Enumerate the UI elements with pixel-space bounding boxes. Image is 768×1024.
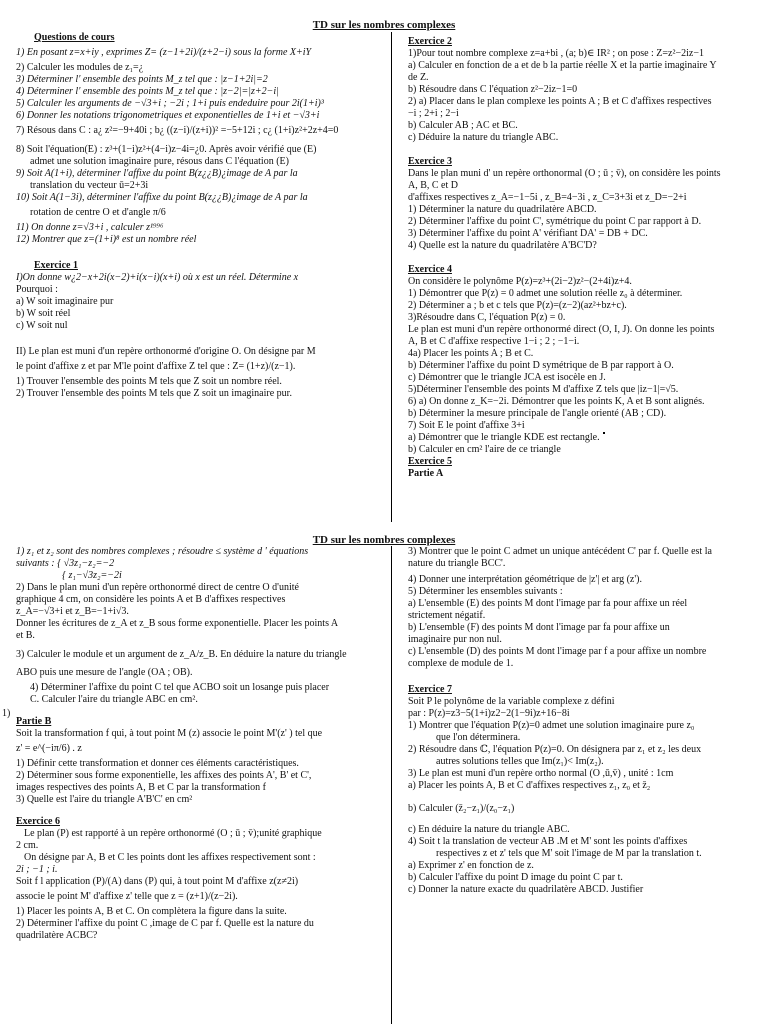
ex2-line: 2) a) Placer dans le plan complexe les points A ; B et C d'affixes respectives <box>408 96 712 107</box>
ex4-line: A, B et C d'affixe respective 1−i ; 2 ; −1−i. <box>408 336 580 347</box>
ex1-line: b) W soit réel <box>16 308 71 319</box>
ex4-line: b) Déterminer l'affixe du point D symétrique de B par rapport à O. <box>408 360 674 371</box>
ex4-line: c) Démontrer que le triangle JCA est isocèle en J. <box>408 372 606 383</box>
exercice-1-heading: Exercice 1 <box>34 260 78 271</box>
ex1-line: I)On donne w¿2−x+2i(x−2)+i(x−i)(x+i) où x est un réel. Détermine x <box>16 272 299 283</box>
cours-q9-cont: translation du vecteur ū=2+3i <box>30 180 149 191</box>
cours-q8: 8) Soit l'équation(E) : z³+(1−i)z²+(4−i)z−4i=¿0. Après avoir vérifié que (E) <box>16 144 317 155</box>
ex2-line: −i ; 2+i ; 2−i <box>408 108 459 119</box>
ex7-line: autres solutions telles que Im(z₁)< Im(z₂). <box>436 756 604 767</box>
q5-right-line: b) L'ensemble (F) des points M dont l'image par fa pour affixe un <box>408 622 670 633</box>
left-column <box>16 546 386 1024</box>
ex6-line: Le plan (P) est rapporté à un repère orthonormé (O ; ū ; v̄);unité graphique <box>24 828 322 839</box>
ex7-line: par : P(z)=z3−5(1+i)z2−2(1−9i)z+16−8i <box>408 708 570 719</box>
ex6-line: On désigne par A, B et C les points dont les affixes respectivement sont : <box>24 852 316 863</box>
q5-right-line: strictement négatif. <box>408 610 486 621</box>
ex1-II-line: le point d'affixe z et par M'le point d'affixe Z tel que : Z= (1+z)/(z−1). <box>16 361 296 372</box>
ex3-line: 1) Déterminer la nature du quadrilatère ABCD. <box>408 204 597 215</box>
right-column <box>408 36 758 526</box>
exercice-3-heading: Exercice 3 <box>408 156 452 167</box>
q1-line: 1) z₁ et z₂ sont des nombres complexes ; résoudre ≤ système d ' équations <box>16 546 309 557</box>
cours-q8-cont: admet une solution imaginaire pure, résous dans C l'équation (E) <box>30 156 289 167</box>
q3-right-line: 3) Montrer que le point C admet un unique antécédent C' par f. Quelle est la <box>408 546 712 557</box>
column-divider <box>391 32 392 522</box>
q4-line: 4) Déterminer l'affixe du point C tel que ACBO soit un losange puis placer <box>30 682 330 693</box>
cours-q4: 4) Déterminer l' ensemble des points M_z tel que : |z−2|=|z+2−i| <box>16 86 279 97</box>
ex3-line: A, B, C et D <box>408 180 458 191</box>
ex7-line: c) En déduire la nature du triangle ABC. <box>408 824 570 835</box>
ex6-line: 2) Déterminer l'affixe du point C ,image de C par f. Quelle est la nature du <box>16 918 314 929</box>
ex1-II-line: 1) Trouver l'ensemble des points M tels que Z soit un nombre réel. <box>16 376 282 387</box>
cours-q10-cont: rotation de centre O et d'angle π/6 <box>30 207 166 218</box>
ex6-line: 1) Placer les points A, B et C. On complètera la figure dans la suite. <box>16 906 287 917</box>
ex4-line: On considère le polynôme P(z)=z³+(2i−2)z²−(2+4i)z+4. <box>408 276 632 287</box>
ex3-line: 4) Quelle est la nature du quadrilatère A'BC'D? <box>408 240 597 251</box>
ex6-line: 2 cm. <box>16 840 39 851</box>
ex4-line: 6) a) On donne z_K=−2i. Démontrer que les points K, A et B sont alignés. <box>408 396 705 407</box>
page-title: TD sur les nombres complexes <box>312 19 456 31</box>
stray-dot <box>603 432 605 434</box>
ex7-line: que l'on déterminera. <box>436 732 521 743</box>
q2-line: et B. <box>16 630 35 641</box>
cours-heading: Questions de cours <box>34 32 115 43</box>
q1-system-line: { z₁−√3z₂=−2i <box>62 570 122 581</box>
q5-right-line: c) L'ensemble (D) des points M dont l'image par f a pour affixe un nombre <box>408 646 707 657</box>
right-column <box>408 546 758 1024</box>
q4-line: C. Calculer l'aire du triangle ABC en cm². <box>30 694 198 705</box>
left-column <box>16 32 386 512</box>
ex4-line: 7) Soit E le point d'affixe 3+i <box>408 420 525 431</box>
cours-q12: 12) Montrer que z=(1+i)⁸ est un nombre réel <box>16 234 197 245</box>
q2-line: z_A=−√3+i et z_B=−1+i√3. <box>16 606 129 617</box>
partB-line: 3) Quelle est l'aire du triangle A'B'C' en cm² <box>16 794 193 805</box>
ex3-line: 3) Déterminer l'affixe du point A' vérifiant DA' = DB + DC. <box>408 228 648 239</box>
partB-line: 1) Définir cette transformation et donner ces éléments caractéristiques. <box>16 758 299 769</box>
ex1-line: Pourquoi : <box>16 284 58 295</box>
q2-line: Donner les écritures de z_A et z_B sous forme exponentielle. Placer les points A <box>16 618 339 629</box>
q3-line: 3) Calculer le module et un argument de z_A/z_B. En déduire la nature du triangle <box>16 649 347 660</box>
ex7-line: b) Calculer l'affixe du point D image du point C par t. <box>408 872 623 883</box>
cours-q2: 2) Calculer les modules de z₁=¿ <box>16 62 144 73</box>
side-number: 1) <box>2 708 11 719</box>
ex6-line: associe le point M' d'affixe z' telle que z = (z+1)/(z−2i). <box>16 891 238 902</box>
cours-q11: 11) On donne z=√3+i , calculer z¹⁹⁹⁶ <box>16 222 164 233</box>
ex7-line: a) Exprimer z' en fonction de z. <box>408 860 534 871</box>
q2-line: 2) Dans le plan muni d'un repère orthonormé direct de centre O d'unité <box>16 582 299 593</box>
exercice-7-heading: Exercice 7 <box>408 684 452 695</box>
partB-line: 2) Déterminer sous forme exponentielle, les affixes des points A', B' et C', <box>16 770 312 781</box>
page-2 <box>0 530 768 1024</box>
q5-right-line: 5) Déterminer les ensembles suivants : <box>408 586 563 597</box>
q2-line: graphique 4 cm, on considère les points A et B d'affixes respectives <box>16 594 286 605</box>
ex1-line: c) W soit nul <box>16 320 68 331</box>
partB-line: z' = e^(−iπ/6) . z <box>16 743 82 754</box>
exercice-5-heading: Exercice 5 <box>408 456 452 467</box>
ex4-line: Le plan est muni d'un repère orthonormé direct (O, I, J). On donne les points <box>408 324 715 335</box>
ex1-II-line: II) Le plan est muni d'un repère orthonormé d'origine O. On désigne par M <box>16 346 316 357</box>
q1-system-line: suivants : { √3z₁−z₂=−2 <box>16 558 115 569</box>
ex6-line: 2i ; −1 ; i. <box>16 864 58 875</box>
ex7-line: a) Placer les points A, B et C d'affixes respectives z₁, z₀ et z̄₂ <box>408 780 651 791</box>
ex4-line: 4a) Placer les points A ; B et C. <box>408 348 534 359</box>
ex2-line: de Z. <box>408 72 429 83</box>
ex3-line: 2) Déterminer l'affixe du point C', symétrique du point C par rapport à D. <box>408 216 702 227</box>
ex7-line: 4) Soit t la translation de vecteur AB .M et M' sont les points d'affixes <box>408 836 688 847</box>
page-title: TD sur les nombres complexes <box>312 534 456 546</box>
ex7-line: 1) Montrer que l'équation P(z)=0 admet une solution imaginaire pure z₀ <box>408 720 695 731</box>
ex2-line: a) Calculer en fonction de a et de b la partie réelle X et la partie imaginaire Y <box>408 60 717 71</box>
cours-q3: 3) Déterminer l' ensemble des points M_z tel que : |z−1+2i|=2 <box>16 74 268 85</box>
ex4-line: b) Calculer en cm² l'aire de ce triangle <box>408 444 561 455</box>
column-divider <box>391 546 392 1024</box>
ex4-line: b) Déterminer la mesure principale de l'angle orienté (AB ; CD). <box>408 408 667 419</box>
cours-q10: 10) Soit A(1−3i), déterminer l'affixe du point B(z¿¿B)¿image de A par la <box>16 192 308 203</box>
ex6-line: Soit f l application (P)/(A) dans (P) qui, à tout point M d'affixe z(z≠2i) <box>16 876 299 887</box>
ex4-line: a) Démontrer que le triangle KDE est rectangle. <box>408 432 600 443</box>
cours-q5: 5) Calculer les arguments de −√3+i ; −2i ; 1+i puis endeduire pour 2i(1+i)³ <box>16 98 324 109</box>
partie-a-heading: Partie A <box>408 468 444 479</box>
partie-b-heading: Partie B <box>16 716 52 727</box>
ex7-line: b) Calculer (z̄₂−z₁)/(z₀−z₁) <box>408 803 515 814</box>
exercice-4-heading: Exercice 4 <box>408 264 452 275</box>
ex7-line: Soit P le polynôme de la variable complexe z défini <box>408 696 615 707</box>
exercice-6-heading: Exercice 6 <box>16 816 60 827</box>
q5-right-line: complexe de module de 1. <box>408 658 514 669</box>
ex3-line: Dans le plan muni d' un repère orthonormal (O ; ū ; v̄), on considère les points <box>408 168 721 179</box>
q4-right-line: 4) Donner une interprétation géométrique de |z'| et arg (z'). <box>408 574 642 585</box>
ex4-line: 1) Démontrer que P(z) = 0 admet une solution réelle z₀ à déterminer. <box>408 288 683 299</box>
ex2-line: b) Calculer AB ; AC et BC. <box>408 120 518 131</box>
ex4-line: 2) Déterminer a ; b et c tels que P(z)=(z−2)(az²+bz+c). <box>408 300 627 311</box>
partB-line: Soit la transformation f qui, à tout point M (z) associe le point M'(z' ) tel que <box>16 728 323 739</box>
ex2-line: c) Déduire la nature du triangle ABC. <box>408 132 559 143</box>
cours-q7: 7) Résous dans C : a¿ z²=−9+40i ; b¿ ((z−i)/(z+i))² =−5+12i ; c¿ (1+i)z²+2z+4=0 <box>16 125 339 136</box>
ex7-line: c) Donner la nature exacte du quadrilatère ABCD. Justifier <box>408 884 644 895</box>
ex6-line: quadrilatère ACBC? <box>16 930 98 941</box>
ex4-line: 3)Résoudre dans C, l'équation P(z) = 0. <box>408 312 566 323</box>
ex7-line: 2) Résoudre dans ℂ, l'équation P(z)=0. On désignera par z₁ et z₂ les deux <box>408 744 702 755</box>
ex2-line: 1)Pour tout nombre complexe z=a+bi , (a; b)∈ IR² ; on pose : Z=z²−2iz−1 <box>408 48 704 59</box>
cours-q9: 9) Soit A(1+i), déterminer l'affixe du point B(z¿¿B)¿image de A par la <box>16 168 298 179</box>
ex3-line: d'affixes respectives z_A=−1−5i , z_B=4−3i , z_C=3+3i et z_D=−2+i <box>408 192 687 203</box>
q5-right-line: a) L'ensemble (E) des points M dont l'image par fa pour affixe un réel <box>408 598 688 609</box>
q3-right-line: nature du triangle BCC'. <box>408 558 506 569</box>
partB-line: images respectives des points A, B et C par la transformation f <box>16 782 266 793</box>
ex2-line: b) Résoudre dans C l'équation z²−2iz−1=0 <box>408 84 578 95</box>
q5-right-line: imaginaire pur non nul. <box>408 634 502 645</box>
ex4-line: 5)Déterminer l'ensemble des points M d'affixe Z tels que |iz−1|=√5. <box>408 384 679 395</box>
exercice-2-heading: Exercice 2 <box>408 36 452 47</box>
q3-line: ABO puis une mesure de l'angle (OA ; OB). <box>16 667 193 678</box>
ex7-line: respectives z et z' tels que M' soit l'image de M par la translation t. <box>436 848 702 859</box>
ex1-II-line: 2) Trouver l'ensemble des points M tels que Z soit un imaginaire pur. <box>16 388 292 399</box>
ex1-line: a) W soit imaginaire pur <box>16 296 114 307</box>
ex7-line: 3) Le plan est muni d'un repère ortho normal (O ,ū,v̄) , unité : 1cm <box>408 768 674 779</box>
cours-q6: 6) Donner les notations trigonometriques et exponentielles de 1+i et −√3+i <box>16 110 320 121</box>
cours-q1: 1) En posant z=x+iy , exprimes Z= (z−1+2i)/(z+2−i) sous la forme X+iY <box>16 47 312 58</box>
